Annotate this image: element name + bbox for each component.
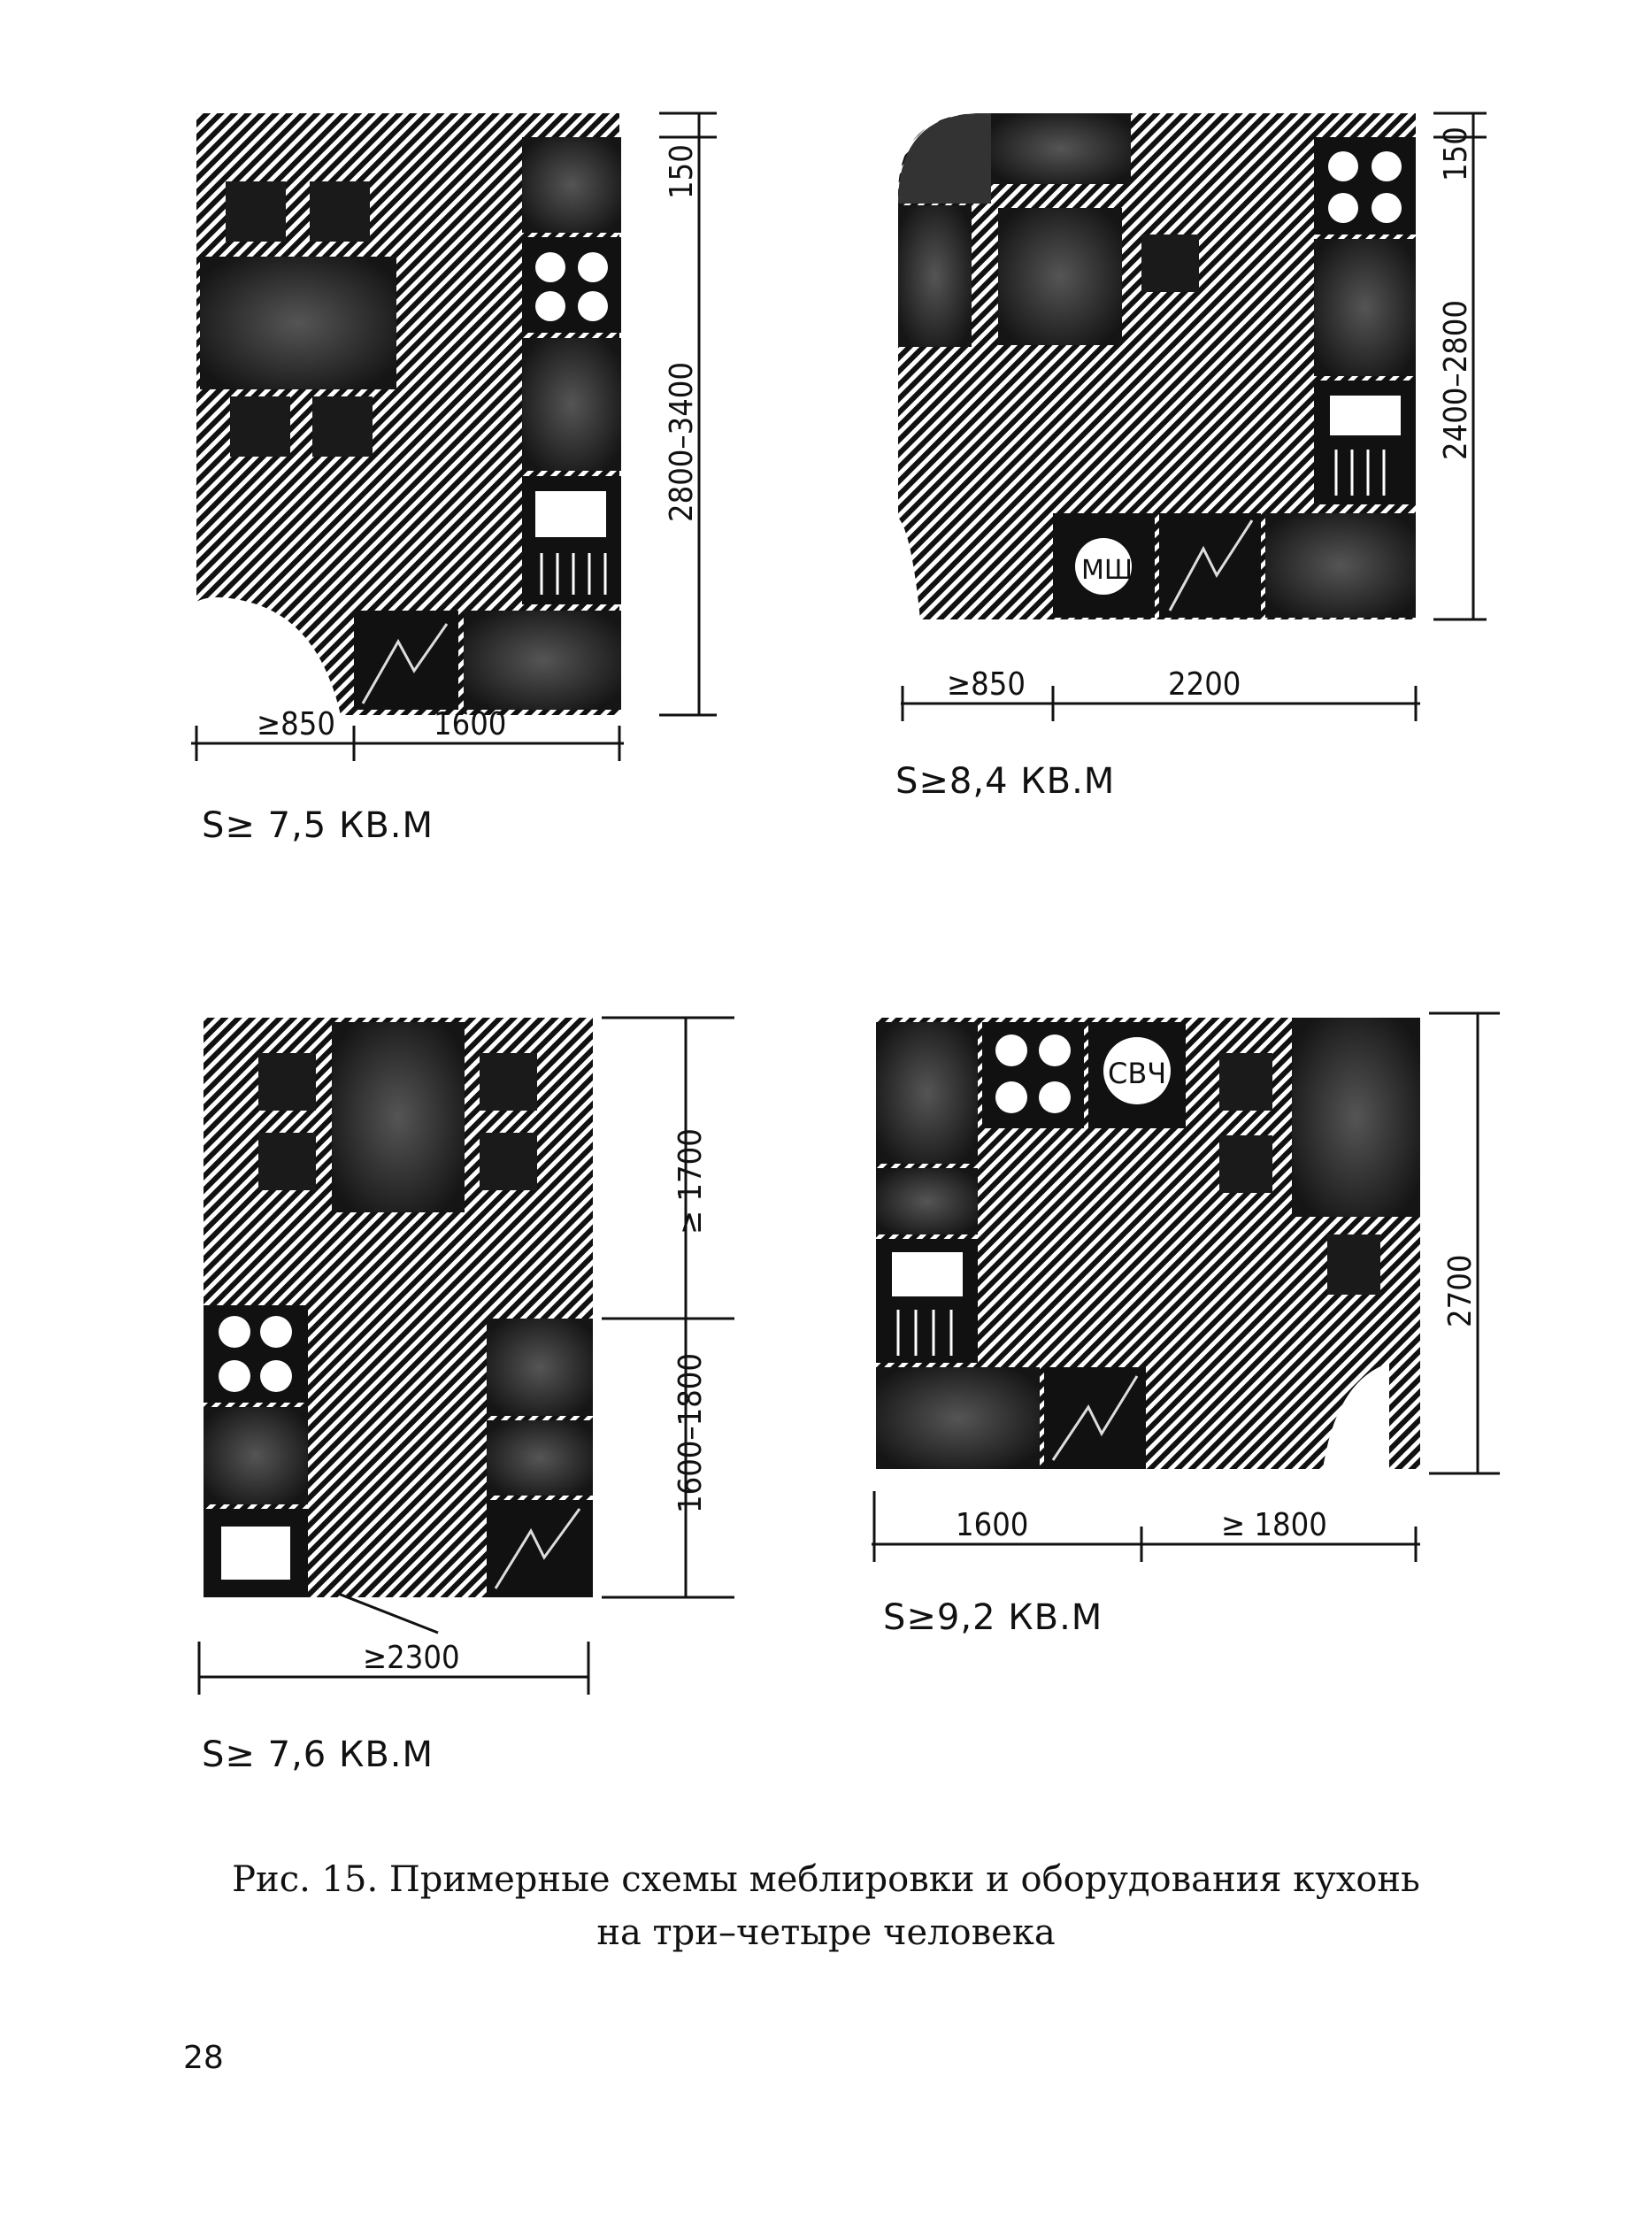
fridge [354, 611, 458, 710]
microwave-label: СВЧ [1108, 1057, 1167, 1090]
cabinet [204, 1407, 308, 1504]
dim-height-dining: ≥ 1700 [672, 1128, 709, 1234]
stove [982, 1022, 1084, 1128]
dining-table [332, 1022, 465, 1212]
dining-table [200, 257, 396, 389]
plan-c [199, 1018, 734, 1695]
figure-caption-line-2: на три–четыре человека [596, 1912, 1056, 1953]
area-label-d: S≥9,2 КВ.М [883, 1597, 1103, 1638]
page-number: 28 [183, 2040, 224, 2076]
cabinet [487, 1319, 593, 1416]
cabinet [1314, 239, 1416, 376]
dim-width-room: ≥2300 [363, 1640, 460, 1676]
area-label-a: S≥ 7,5 КВ.М [202, 805, 434, 846]
stove [1314, 137, 1416, 235]
cabinet [876, 1168, 978, 1234]
dim-height-room: 2700 [1442, 1254, 1479, 1327]
dim-width-units: 1600 [956, 1507, 1029, 1543]
dim-width-door: ≥ 1800 [1221, 1507, 1327, 1543]
cabinet [876, 1022, 978, 1164]
cabinet [1265, 513, 1416, 618]
stove [204, 1305, 308, 1403]
wall-cabinet [522, 137, 621, 233]
plan-d [872, 1013, 1500, 1562]
sofa [898, 205, 972, 347]
cabinet [464, 611, 621, 710]
dim-width-units: 1600 [434, 706, 507, 742]
area-label-b: S≥8,4 КВ.М [895, 761, 1116, 802]
dim-height-top: 150 [664, 144, 700, 199]
chair [1141, 235, 1199, 292]
cabinet [487, 1420, 593, 1496]
chair [1219, 1135, 1272, 1193]
sofa [991, 113, 1131, 184]
cabinet [876, 1367, 1040, 1469]
corner-sofa [898, 113, 991, 204]
chair [1219, 1053, 1272, 1111]
washing-machine-label: МШ [1081, 555, 1133, 586]
plan-b [898, 113, 1487, 721]
chair [480, 1053, 537, 1111]
chair [312, 396, 373, 457]
dim-height-top: 150 [1438, 127, 1474, 181]
dim-height-room: 2400–2800 [1438, 299, 1474, 460]
chair [1327, 1234, 1380, 1295]
chair [258, 1133, 316, 1190]
dim-width-door: ≥850 [947, 666, 1026, 703]
dim-height-units: 1600–1800 [672, 1352, 709, 1513]
cabinet [522, 338, 621, 471]
area-label-c: S≥ 7,6 КВ.М [202, 1734, 434, 1775]
chair [480, 1133, 537, 1190]
chair [230, 396, 290, 457]
dining-table [1292, 1018, 1420, 1217]
chair [258, 1053, 316, 1111]
chair [226, 181, 286, 242]
figure-caption-line-1: Рис. 15. Примерные схемы меблировки и оборудования кухонь [232, 1859, 1420, 1900]
chair [310, 181, 370, 242]
plan-a [191, 113, 717, 761]
stove [522, 237, 621, 333]
dim-height-room: 2800–3400 [664, 361, 700, 522]
dining-table [998, 208, 1122, 345]
dim-width-units: 2200 [1168, 666, 1241, 703]
dim-width-door: ≥850 [257, 706, 335, 742]
